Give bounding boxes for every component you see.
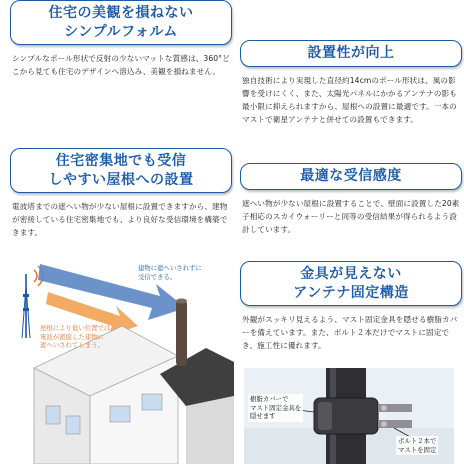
feature-hidden-mount xyxy=(240,261,462,352)
label-line: マスト固定金具を xyxy=(250,403,302,412)
heading-line: 住宅の美観を損ねない xyxy=(48,5,194,21)
heading-line: 設置性が向上 xyxy=(307,45,395,61)
feature-body: 電波塔までの遮へい物が少ない屋根に設置できますから、建物が密接している住宅密集地でも、より良好な受信環境を構築できます。 xyxy=(12,202,228,237)
callout-bottom xyxy=(40,324,110,350)
label-line: マストを固定 xyxy=(398,445,437,454)
callout-line: 電波が密接した建物に xyxy=(40,332,104,341)
label-cover xyxy=(248,394,303,422)
feature-body: 外観がスッキリ見えるよう、マスト固定金具を隠せる樹脂カバーを備えています。また、ボルト２本だけでマストに固定でき、施工性に優れます。 xyxy=(242,315,458,350)
feature-simple-form xyxy=(10,0,232,78)
callout-line: 受信できる。 xyxy=(138,272,177,281)
label-line: 樹脂カバーで xyxy=(250,395,289,403)
feature-heading xyxy=(240,40,462,67)
feature-body: 独自技術により実現した直径約14cmのポール形状は、風の影響を受けにくく、また、太陽光パネルにかかるアンテナの影も最小限に抑えられますから、屋根への設置に最適です。一本のマストで衛星アンテナと併せての設置もできます。 xyxy=(242,76,457,124)
mount-illustration xyxy=(244,368,454,464)
callout-line: 建物に遮へいされずに xyxy=(138,264,202,272)
house-scene xyxy=(10,256,234,464)
heading-line: シンプルフォルム xyxy=(64,24,178,40)
heading-line: 金具が見えない xyxy=(300,266,402,282)
feature-heading xyxy=(10,0,232,45)
feature-installation xyxy=(240,40,462,126)
feature-heading xyxy=(240,261,462,306)
feature-dense-area xyxy=(10,148,232,239)
feature-body: シンプルなポール形状で反射の少ないマットな質感は、360°どこから見ても住宅のデザインへ溶込み、美観を損ねません。 xyxy=(12,54,230,76)
label-bolt xyxy=(396,436,438,455)
callout-line: 屋根により低い位置では xyxy=(40,324,111,332)
house-illustration xyxy=(10,256,234,464)
label-line: ボルト２本で xyxy=(398,437,437,445)
heading-line: しやすい屋根への設置 xyxy=(48,172,194,188)
callout-top xyxy=(138,264,202,281)
feature-body: 遮へい物が少ない屋根に設置することで、壁面に設置した20素子相応のスカイウォーリーと同等の受信結果が得られるよう設計しています。 xyxy=(242,199,460,234)
heading-line: 住宅密集地でも受信 xyxy=(55,153,187,169)
heading-line: 最適な受信感度 xyxy=(300,168,402,184)
label-line: 隠せます xyxy=(250,412,276,420)
heading-line: アンテナ固定構造 xyxy=(293,285,409,301)
mount-cover-icon xyxy=(314,398,378,434)
pole-antenna-icon xyxy=(176,299,187,367)
feature-heading xyxy=(10,148,232,193)
feature-sensitivity xyxy=(240,163,462,236)
feature-heading xyxy=(240,163,462,190)
callout-line: 遮へいされてしまう。 xyxy=(40,341,104,349)
